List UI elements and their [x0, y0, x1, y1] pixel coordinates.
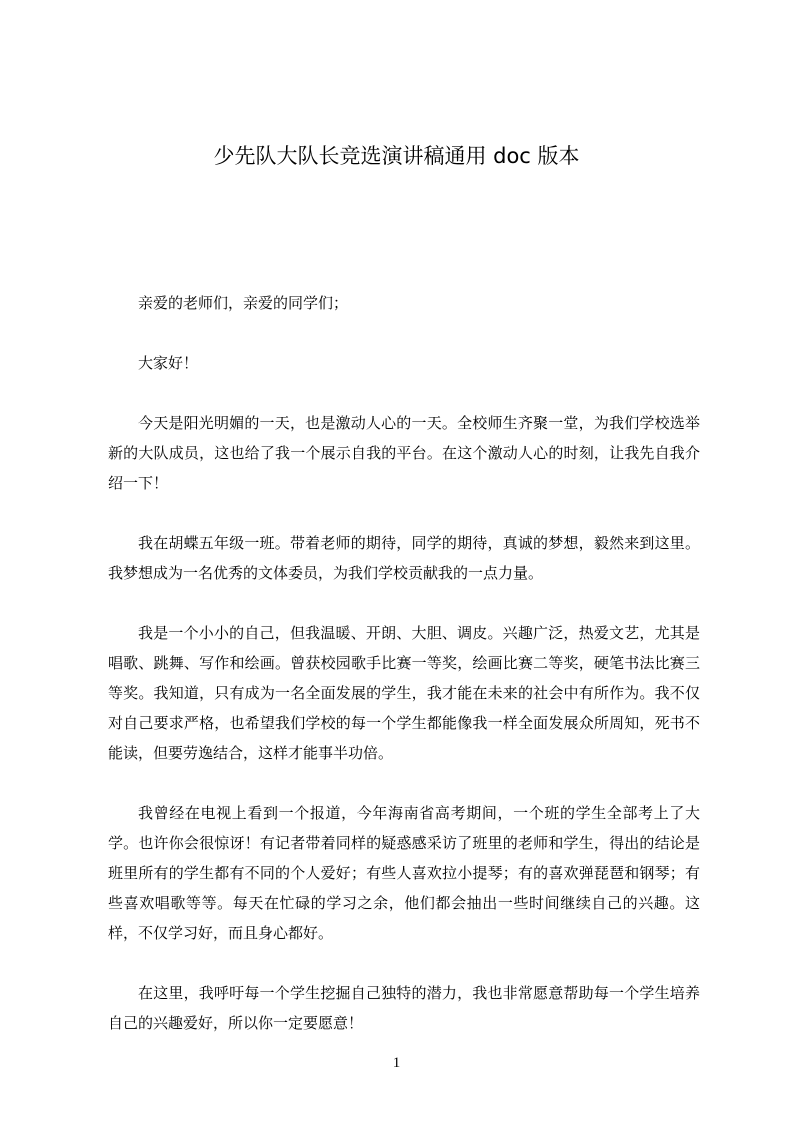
salutation-paragraph: 大家好！ — [138, 354, 199, 372]
paragraph-spacer — [108, 318, 700, 348]
closing-paragraph: 在这里，我呼吁每一个学生挖掘自己独特的潜力，我也非常愿意帮助每一个学生培养自己的兴趣爱好，所以你一定要愿意！ — [108, 984, 700, 1032]
class-paragraph: 我在胡蝶五年级一班。带着老师的期待，同学的期待，真诚的梦想，毅然来到这里。我梦想成为一名优秀的文体委员，为我们学校贡献我的一点力量。 — [108, 534, 700, 582]
document-title: 少先队大队长竞选演讲稿通用 doc 版本 — [213, 144, 580, 168]
greeting-paragraph: 亲爱的老师们，亲爱的同学们； — [138, 294, 349, 312]
paragraph-spacer — [108, 948, 700, 978]
paragraph-spacer — [108, 498, 700, 528]
story-paragraph: 我曾经在电视上看到一个报道，今年海南省高考期间，一个班的学生全部考上了大学。也许你会很惊讶！有记者带着同样的疑惑感采访了班里的老师和学生，得出的结论是班里所有的学生都有不同的个人爱好；有些人喜欢拉小提琴；有的喜欢弹琵琶和钢琴；有些喜欢唱歌等等。每天在忙碌的学习之余，他们都会抽出一些时间继续自己的兴趣。这样，不仅学习好，而且身心都好。 — [108, 804, 700, 942]
paragraph-spacer — [108, 768, 700, 798]
document-body — [108, 288, 700, 1038]
page-number: 1 — [392, 1055, 401, 1071]
paragraph-spacer — [108, 588, 700, 618]
paragraph-spacer — [108, 378, 700, 408]
self-description-paragraph: 我是一个小小的自己，但我温暖、开朗、大胆、调皮。兴趣广泛，热爱文艺，尤其是唱歌、跳舞、写作和绘画。曾获校园歌手比赛一等奖，绘画比赛二等奖，硬笔书法比赛三等奖。我知道，只有成为一名全面发展的学生，我才能在未来的社会中有所作为。我不仅对自己要求严格，也希望我们学校的每一个学生都能像我一样全面发展众所周知，死书不能读，但要劳逸结合，这样才能事半功倍。 — [108, 624, 700, 762]
intro-paragraph: 今天是阳光明媚的一天，也是激动人心的一天。全校师生齐聚一堂，为我们学校选举新的大队成员，这也给了我一个展示自我的平台。在这个激动人心的时刻，让我先自我介绍一下！ — [108, 414, 700, 492]
